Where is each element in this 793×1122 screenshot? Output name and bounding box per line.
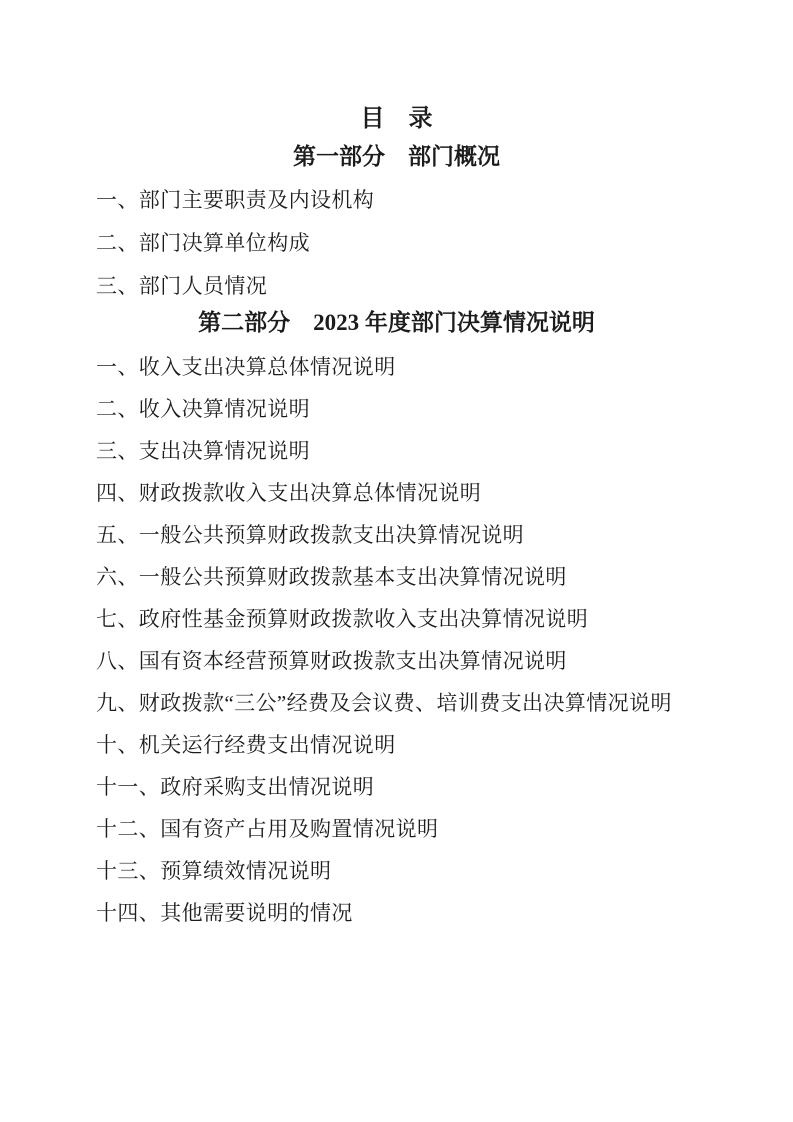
toc-item-s2-14: 十四、其他需要说明的情况 — [96, 901, 353, 925]
toc-item-s1-2: 二、部门决算单位构成 — [96, 231, 310, 255]
toc-title: 目 录 — [360, 106, 433, 132]
toc-item-s2-6: 六、一般公共预算财政拨款基本支出决算情况说明 — [96, 565, 567, 589]
toc-item-s2-2: 二、收入决算情况说明 — [96, 397, 310, 421]
toc-item-s2-7: 七、政府性基金预算财政拨款收入支出决算情况说明 — [96, 607, 589, 631]
toc-item-s2-1: 一、收入支出决算总体情况说明 — [96, 355, 396, 379]
toc-item-s2-8: 八、国有资本经营预算财政拨款支出决算情况说明 — [96, 649, 567, 673]
toc-item-s2-4: 四、财政拨款收入支出决算总体情况说明 — [96, 481, 482, 505]
section-2-heading: 第二部分 2023 年度部门决算情况说明 — [198, 310, 595, 335]
toc-item-s2-5: 五、一般公共预算财政拨款支出决算情况说明 — [96, 523, 524, 547]
section-1-heading: 第一部分 部门概况 — [293, 144, 500, 169]
toc-item-s1-1: 一、部门主要职责及内设机构 — [96, 188, 375, 212]
toc-item-s2-13: 十三、预算绩效情况说明 — [96, 859, 332, 883]
toc-item-s2-3: 三、支出决算情况说明 — [96, 439, 310, 463]
toc-item-s2-12: 十二、国有资产占用及购置情况说明 — [96, 817, 439, 841]
toc-item-s2-9: 九、财政拨款“三公”经费及会议费、培训费支出决算情况说明 — [96, 691, 672, 715]
toc-item-s2-11: 十一、政府采购支出情况说明 — [96, 775, 375, 799]
toc-item-s2-10: 十、机关运行经费支出情况说明 — [96, 733, 396, 757]
toc-item-s1-3: 三、部门人员情况 — [96, 274, 268, 298]
